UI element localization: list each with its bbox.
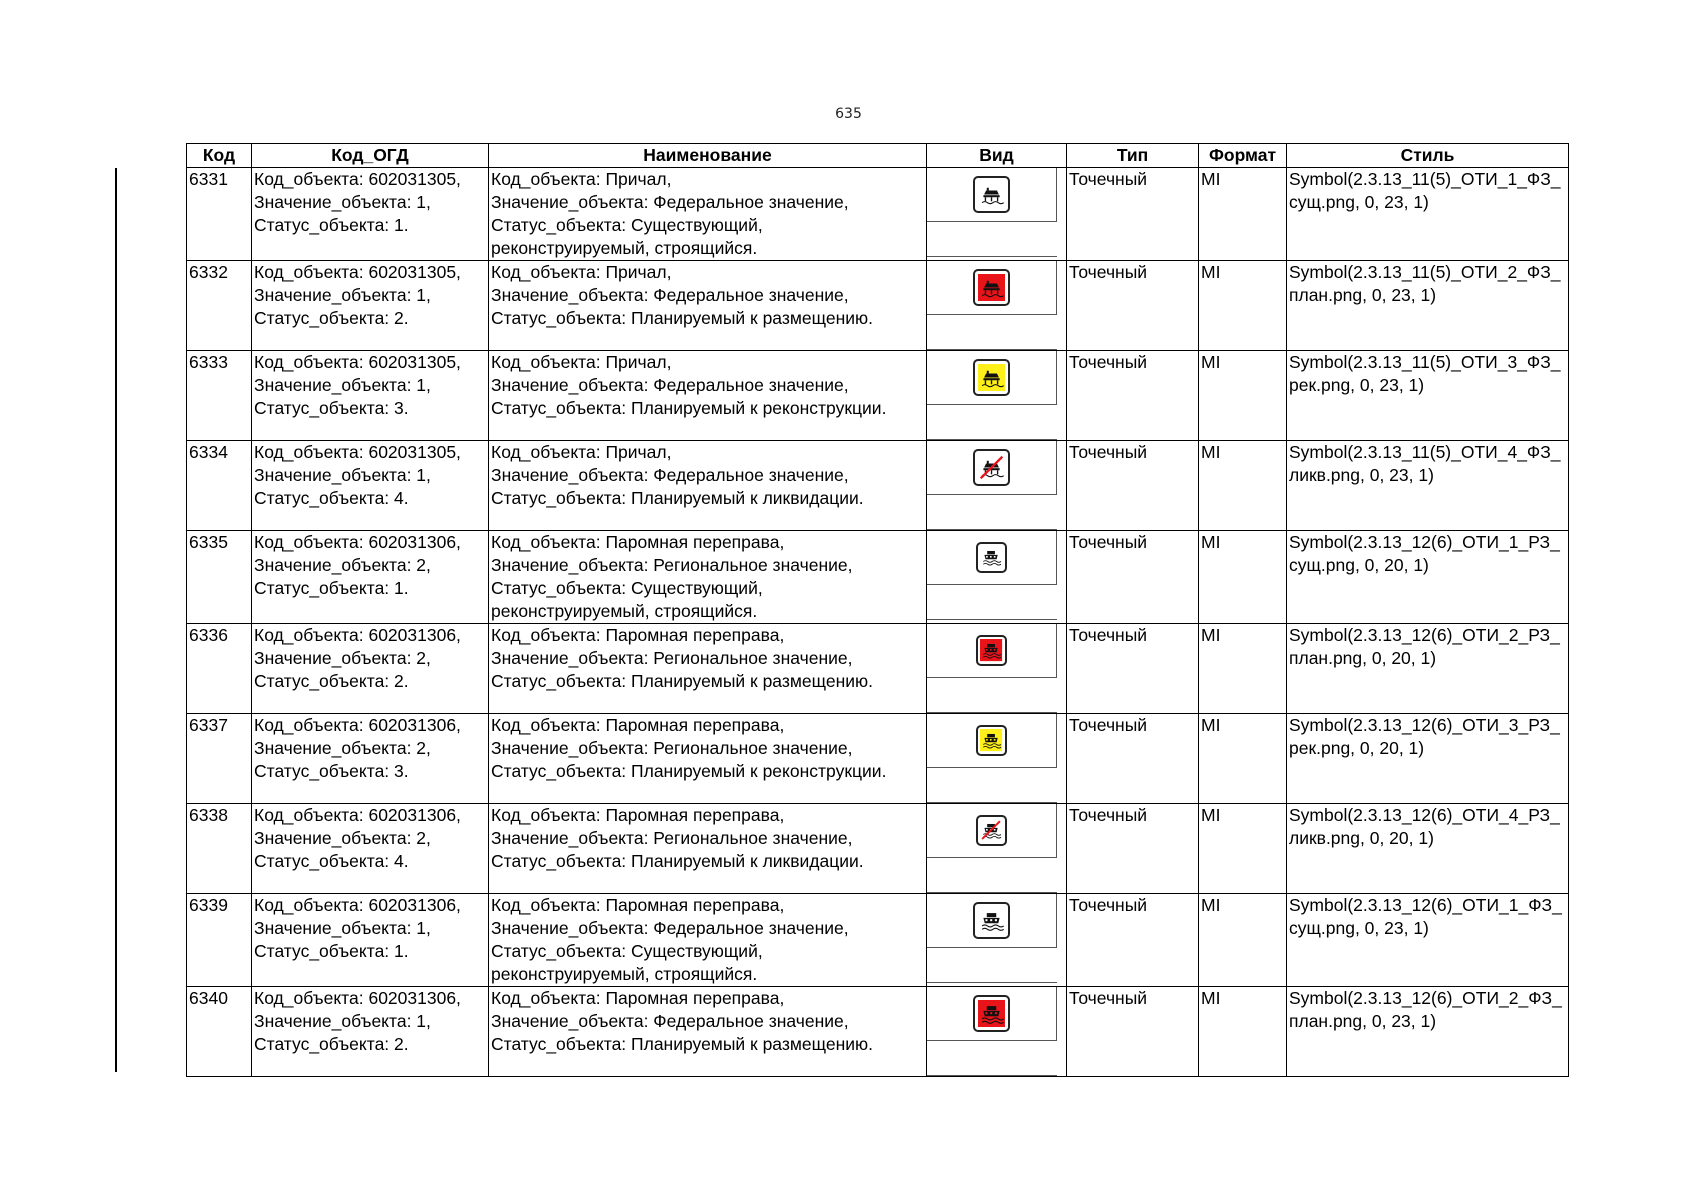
- cell-ogd-code: Код_объекта: 602031306, Значение_объекта: 2, Статус_объекта: 1.: [252, 531, 489, 624]
- table-row: [187, 531, 1569, 624]
- view-symbol-frame: [927, 894, 1057, 948]
- cell-code: 6336: [187, 624, 252, 714]
- table-row: [187, 804, 1569, 894]
- cell-ogd-code: Код_объекта: 602031306, Значение_объекта: 2, Статус_объекта: 3.: [252, 714, 489, 804]
- column-header-format: Формат: [1199, 144, 1287, 168]
- view-symbol-caption-box: [927, 678, 1057, 713]
- cell-code: 6331: [187, 168, 252, 261]
- view-symbol-frame: [927, 987, 1057, 1041]
- cell-format: MI: [1199, 531, 1287, 624]
- column-header-name: Наименование: [489, 144, 927, 168]
- cell-ogd-code: Код_объекта: 602031305, Значение_объекта: 1, Статус_объекта: 1.: [252, 168, 489, 261]
- table-row: [187, 894, 1569, 987]
- view-symbol-frame: [927, 261, 1057, 315]
- cell-type: Точечный: [1067, 894, 1199, 987]
- cell-view: [927, 987, 1067, 1077]
- cell-format: MI: [1199, 351, 1287, 441]
- cell-view: [927, 714, 1067, 804]
- column-header-style: Стиль: [1287, 144, 1569, 168]
- cell-format: MI: [1199, 261, 1287, 351]
- cell-format: MI: [1199, 624, 1287, 714]
- cell-format: MI: [1199, 894, 1287, 987]
- cell-name: Код_объекта: Причал, Значение_объекта: Федеральное значение, Статус_объекта: Планируемый к ликвидации.: [489, 441, 927, 531]
- cell-format: MI: [1199, 441, 1287, 531]
- cell-name: Код_объекта: Паромная переправа, Значение_объекта: Региональное значение, Статус_объекта: Планируемый к размещению.: [489, 624, 927, 714]
- cell-style: Symbol(2.3.13_12(6)_ОТИ_2_ФЗ_план.png, 0, 23, 1): [1287, 987, 1569, 1077]
- cell-style: Symbol(2.3.13_12(6)_ОТИ_1_ФЗ_сущ.png, 0, 23, 1): [1287, 894, 1569, 987]
- cell-type: Точечный: [1067, 168, 1199, 261]
- pier-icon: [973, 359, 1010, 396]
- ferry-crossing-icon: [976, 815, 1007, 846]
- cell-style: Symbol(2.3.13_12(6)_ОТИ_2_РЗ_план.png, 0, 20, 1): [1287, 624, 1569, 714]
- symbol-catalog-table: [186, 143, 1569, 1077]
- ferry-crossing-icon: [973, 902, 1010, 939]
- column-header-type: Тип: [1067, 144, 1199, 168]
- cell-format: MI: [1199, 714, 1287, 804]
- view-symbol-caption-box: [927, 948, 1057, 983]
- view-symbol-caption-box: [927, 1041, 1057, 1076]
- view-symbol-caption-box: [927, 768, 1057, 803]
- cell-ogd-code: Код_объекта: 602031306, Значение_объекта: 1, Статус_объекта: 2.: [252, 987, 489, 1077]
- cell-view: [927, 624, 1067, 714]
- cell-type: Точечный: [1067, 351, 1199, 441]
- cell-ogd-code: Код_объекта: 602031306, Значение_объекта: 1, Статус_объекта: 1.: [252, 894, 489, 987]
- page-number: 635: [835, 106, 862, 122]
- cell-ogd-code: Код_объекта: 602031306, Значение_объекта: 2, Статус_объекта: 4.: [252, 804, 489, 894]
- cell-style: Symbol(2.3.13_11(5)_ОТИ_3_ФЗ_рек.png, 0, 23, 1): [1287, 351, 1569, 441]
- cell-format: MI: [1199, 168, 1287, 261]
- cell-name: Код_объекта: Паромная переправа, Значение_объекта: Федеральное значение, Статус_объекта: Планируемый к размещению.: [489, 987, 927, 1077]
- cell-code: 6339: [187, 894, 252, 987]
- cell-style: Symbol(2.3.13_12(6)_ОТИ_1_РЗ_сущ.png, 0, 20, 1): [1287, 531, 1569, 624]
- pier-icon: [973, 449, 1010, 486]
- view-symbol-frame: [927, 168, 1057, 222]
- cell-style: Symbol(2.3.13_11(5)_ОТИ_1_ФЗ_сущ.png, 0, 23, 1): [1287, 168, 1569, 261]
- cell-type: Точечный: [1067, 624, 1199, 714]
- cell-code: 6340: [187, 987, 252, 1077]
- table-row: [187, 624, 1569, 714]
- cell-view: [927, 351, 1067, 441]
- cell-code: 6334: [187, 441, 252, 531]
- cell-format: MI: [1199, 804, 1287, 894]
- cell-style: Symbol(2.3.13_12(6)_ОТИ_3_РЗ_рек.png, 0, 20, 1): [1287, 714, 1569, 804]
- view-symbol-caption-box: [927, 495, 1057, 530]
- cell-name: Код_объекта: Причал, Значение_объекта: Федеральное значение, Статус_объекта: Планируемый к реконструкции.: [489, 351, 927, 441]
- column-header-view: Вид: [927, 144, 1067, 168]
- ferry-crossing-icon: [976, 725, 1007, 756]
- cell-name: Код_объекта: Паромная переправа, Значение_объекта: Региональное значение, Статус_объекта: Планируемый к ликвидации.: [489, 804, 927, 894]
- cell-name: Код_объекта: Паромная переправа, Значение_объекта: Федеральное значение, Статус_объекта: Существующий, реконструируемый, строящийся.: [489, 894, 927, 987]
- view-symbol-frame: [927, 441, 1057, 495]
- table-row: [187, 987, 1569, 1077]
- view-symbol-frame: [927, 624, 1057, 678]
- cell-name: Код_объекта: Причал, Значение_объекта: Федеральное значение, Статус_объекта: Планируемый к размещению.: [489, 261, 927, 351]
- cell-code: 6338: [187, 804, 252, 894]
- view-symbol-frame: [927, 804, 1057, 858]
- cell-ogd-code: Код_объекта: 602031305, Значение_объекта: 1, Статус_объекта: 3.: [252, 351, 489, 441]
- view-symbol-caption-box: [927, 222, 1057, 257]
- cell-ogd-code: Код_объекта: 602031306, Значение_объекта: 2, Статус_объекта: 2.: [252, 624, 489, 714]
- cell-code: 6332: [187, 261, 252, 351]
- table-row: [187, 168, 1569, 261]
- view-symbol-caption-box: [927, 585, 1057, 620]
- cell-style: Symbol(2.3.13_12(6)_ОТИ_4_РЗ_ликв.png, 0, 20, 1): [1287, 804, 1569, 894]
- cell-type: Точечный: [1067, 987, 1199, 1077]
- cell-type: Точечный: [1067, 261, 1199, 351]
- table-row: [187, 441, 1569, 531]
- cell-type: Точечный: [1067, 714, 1199, 804]
- cell-view: [927, 804, 1067, 894]
- table-row: [187, 714, 1569, 804]
- cell-ogd-code: Код_объекта: 602031305, Значение_объекта: 1, Статус_объекта: 4.: [252, 441, 489, 531]
- cell-name: Код_объекта: Паромная переправа, Значение_объекта: Региональное значение, Статус_объекта: Планируемый к реконструкции.: [489, 714, 927, 804]
- cell-name: Код_объекта: Паромная переправа, Значение_объекта: Региональное значение, Статус_объекта: Существующий, реконструируемый, строящийся.: [489, 531, 927, 624]
- view-symbol-caption-box: [927, 405, 1057, 440]
- table-row: [187, 351, 1569, 441]
- view-symbol-caption-box: [927, 315, 1057, 350]
- cell-code: 6333: [187, 351, 252, 441]
- cell-view: [927, 441, 1067, 531]
- cell-view: [927, 894, 1067, 987]
- pier-icon: [973, 176, 1010, 213]
- ferry-crossing-icon: [973, 995, 1010, 1032]
- cell-format: MI: [1199, 987, 1287, 1077]
- cell-view: [927, 168, 1067, 261]
- cell-style: Symbol(2.3.13_11(5)_ОТИ_4_ФЗ_ликв.png, 0, 23, 1): [1287, 441, 1569, 531]
- view-symbol-frame: [927, 714, 1057, 768]
- ferry-crossing-icon: [976, 542, 1007, 573]
- pier-icon: [973, 269, 1010, 306]
- cell-ogd-code: Код_объекта: 602031305, Значение_объекта: 1, Статус_объекта: 2.: [252, 261, 489, 351]
- ferry-crossing-icon: [976, 635, 1007, 666]
- cell-code: 6335: [187, 531, 252, 624]
- cell-style: Symbol(2.3.13_11(5)_ОТИ_2_ФЗ_план.png, 0, 23, 1): [1287, 261, 1569, 351]
- column-header-code: Код: [187, 144, 252, 168]
- cell-name: Код_объекта: Причал, Значение_объекта: Федеральное значение, Статус_объекта: Существующий, реконструируемый, строящийся.: [489, 168, 927, 261]
- view-symbol-frame: [927, 531, 1057, 585]
- table-header-row: [187, 144, 1569, 168]
- cell-view: [927, 261, 1067, 351]
- table-row: [187, 261, 1569, 351]
- view-symbol-caption-box: [927, 858, 1057, 893]
- cell-code: 6337: [187, 714, 252, 804]
- view-symbol-frame: [927, 351, 1057, 405]
- cell-type: Точечный: [1067, 531, 1199, 624]
- cell-type: Точечный: [1067, 804, 1199, 894]
- margin-rule: [115, 168, 117, 1072]
- column-header-ogd-code: Код_ОГД: [252, 144, 489, 168]
- cell-type: Точечный: [1067, 441, 1199, 531]
- cell-view: [927, 531, 1067, 624]
